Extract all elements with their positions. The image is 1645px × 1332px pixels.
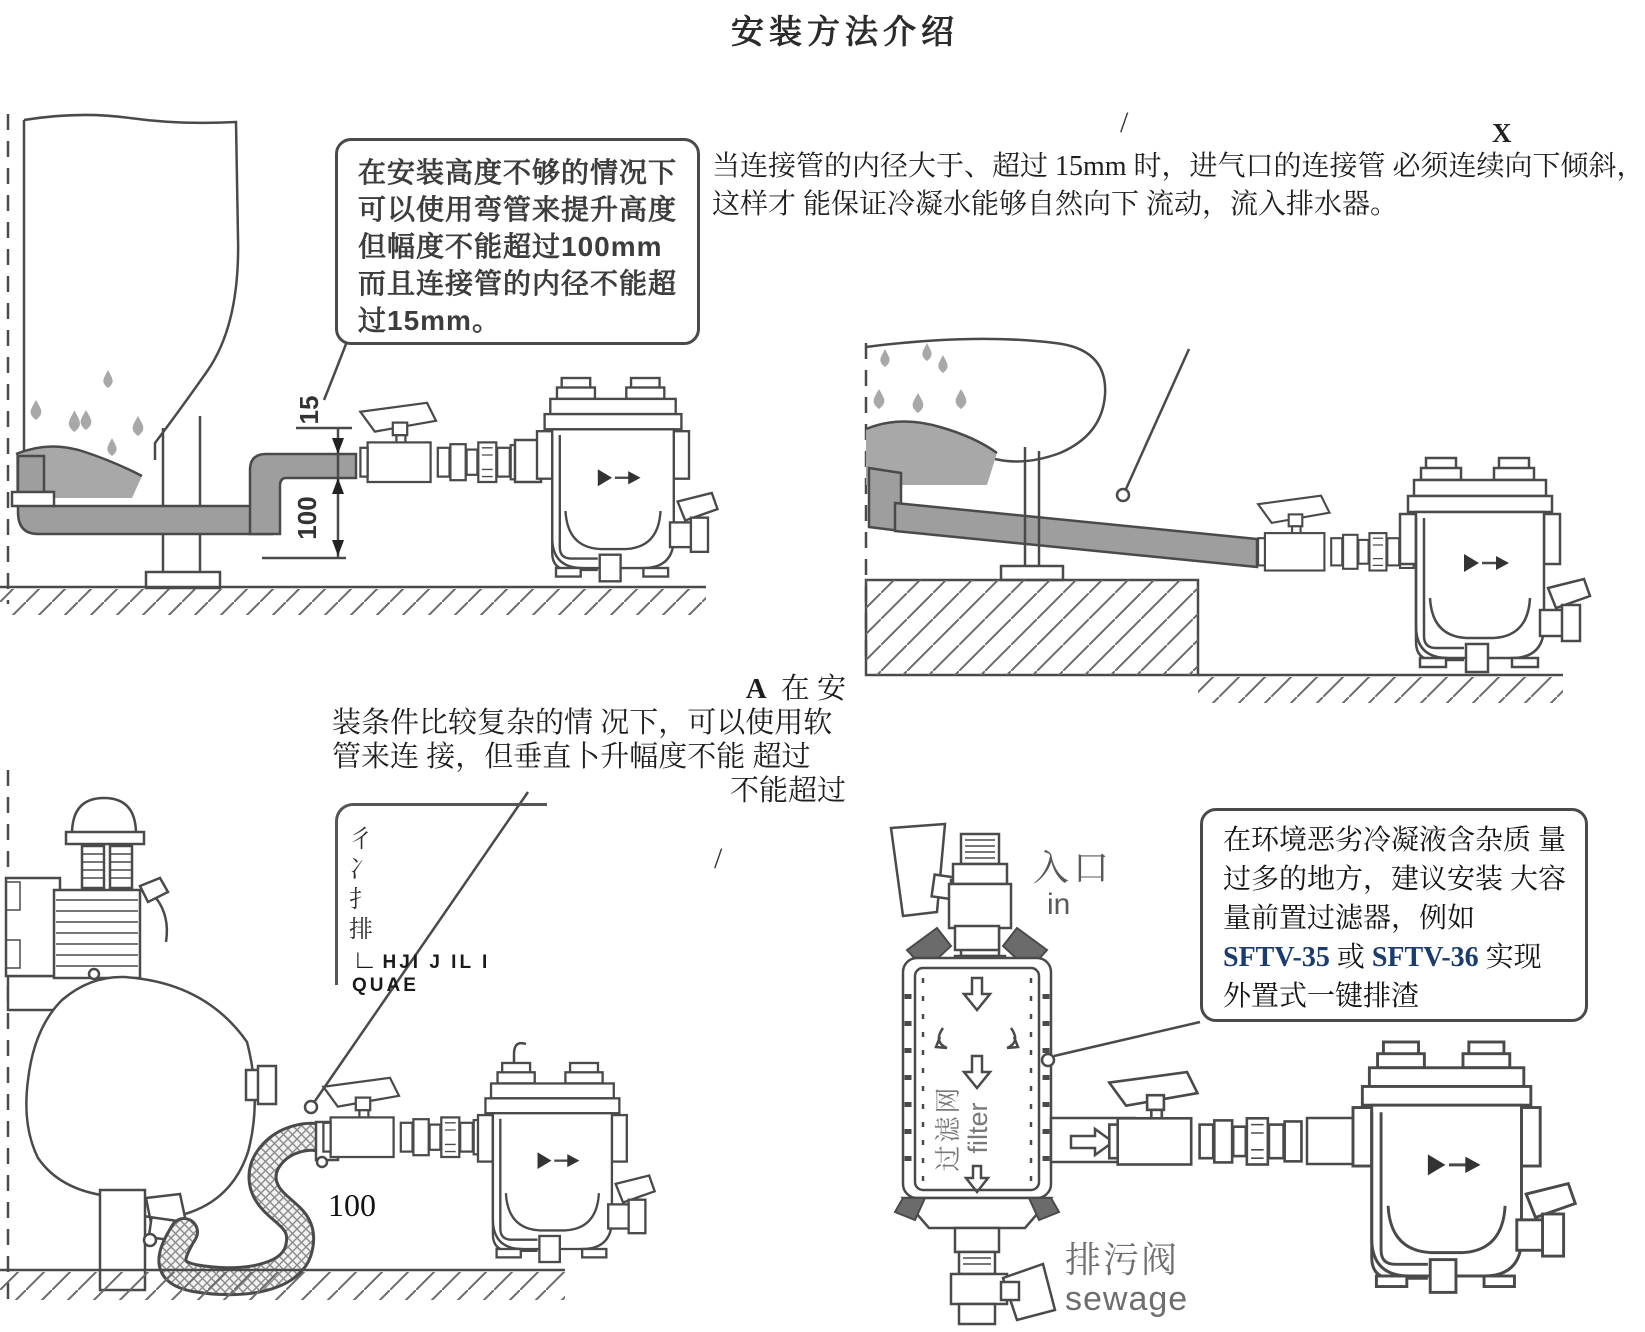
ball-valve xyxy=(360,403,525,482)
drain-trap xyxy=(1353,1042,1575,1292)
ground-hatch xyxy=(0,1272,565,1300)
callout-line: 但幅度不能超过100mm xyxy=(358,231,663,262)
model-sftv35: SFTV-35 xyxy=(1223,942,1337,973)
note-hose-paragraph xyxy=(332,672,860,808)
callout-line: 在安装高度不够的情况下 xyxy=(358,157,678,188)
ball-valve xyxy=(1109,1072,1301,1164)
sewage-label-en: sewage xyxy=(1065,1280,1189,1318)
filter-vessel xyxy=(895,926,1059,1252)
model-sftv36: SFTV-36 xyxy=(1371,942,1486,973)
ground-hatch xyxy=(0,589,706,615)
paragraph-line: 这样才 能保证冷凝水能够自然向下 流动，流入排水器。 xyxy=(712,189,1399,220)
callout-line: 在环境恶劣冷凝液含杂质 量 xyxy=(1223,825,1567,856)
x-mark: X xyxy=(1492,118,1512,148)
mesh-label-en: filter xyxy=(963,1102,993,1154)
dim-15-label: 15 xyxy=(294,395,324,425)
garbled-text-line: ∟ HJI J IL I QUAE xyxy=(352,944,491,996)
callout-leader xyxy=(324,344,346,400)
callout-line: 量前置过滤器，例如 xyxy=(1223,903,1476,934)
tank-leg-base xyxy=(146,572,220,588)
page-title: 安装方法介绍 xyxy=(731,15,959,51)
marker-a: A xyxy=(745,673,767,705)
callout-elbow-note xyxy=(335,138,700,345)
paragraph-line: 装条件比较复杂的情 况下，可以使用软 xyxy=(332,707,833,739)
droplets xyxy=(874,343,967,413)
callout-leader xyxy=(1054,1022,1200,1056)
stray-slash-mark: / xyxy=(714,842,723,875)
sewage-valve xyxy=(951,1252,1055,1324)
callout-line: 过多的地方，建议安装 大容 xyxy=(1223,864,1567,895)
callout-line: 过15mm。 xyxy=(358,305,501,336)
callout-line: 外置式一键排渣 xyxy=(1223,981,1420,1012)
dim-100-label: 100 xyxy=(292,496,322,540)
drain-trap xyxy=(1400,458,1590,672)
paragraph-line: 当连接管的内径大于、超过 15mm 时，进气口的连接管 必须连续向下倾斜， xyxy=(712,151,1645,182)
tank-outline xyxy=(24,115,238,460)
callout-line: SFTV-35 或 SFTV-36 实现 xyxy=(1223,942,1542,973)
drain-trap xyxy=(537,378,718,581)
tank-outline xyxy=(26,977,254,1217)
dim-100-label: 100 xyxy=(328,1187,376,1223)
callout-line: 可以使用弯管来提升高度 xyxy=(358,194,678,225)
sewage-label-cn: 排污阀 xyxy=(1065,1239,1180,1280)
paragraph-line: 管来连 接，但垂直卜升幅度不能 超过 xyxy=(332,741,811,773)
ball-valve xyxy=(323,1078,488,1157)
callout-line: 而且连接管的内径不能超 xyxy=(358,268,678,299)
diagram-sloped-pipe xyxy=(855,333,1645,725)
ball-valve xyxy=(1258,496,1414,571)
droplets xyxy=(31,370,144,456)
inlet-label-en: in xyxy=(1047,888,1071,921)
mesh-label-cn: 过滤网 xyxy=(933,1084,963,1172)
sloped-pipe xyxy=(895,503,1257,567)
callout-filter-note xyxy=(1200,808,1588,1022)
paragraph-line: A 在 安 xyxy=(745,673,846,705)
drain-trap xyxy=(478,1063,655,1262)
paragraph-line: 不能超过 xyxy=(729,775,846,807)
ground-hatch xyxy=(1198,677,1563,703)
stray-slash-mark: / xyxy=(1120,106,1129,139)
garbled-vertical-text: 彳 冫 扌 排 xyxy=(349,826,373,943)
note-slope-paragraph xyxy=(712,148,1645,224)
note-leader xyxy=(1126,349,1189,489)
inlet-label-cn: 入口 xyxy=(1033,847,1114,888)
